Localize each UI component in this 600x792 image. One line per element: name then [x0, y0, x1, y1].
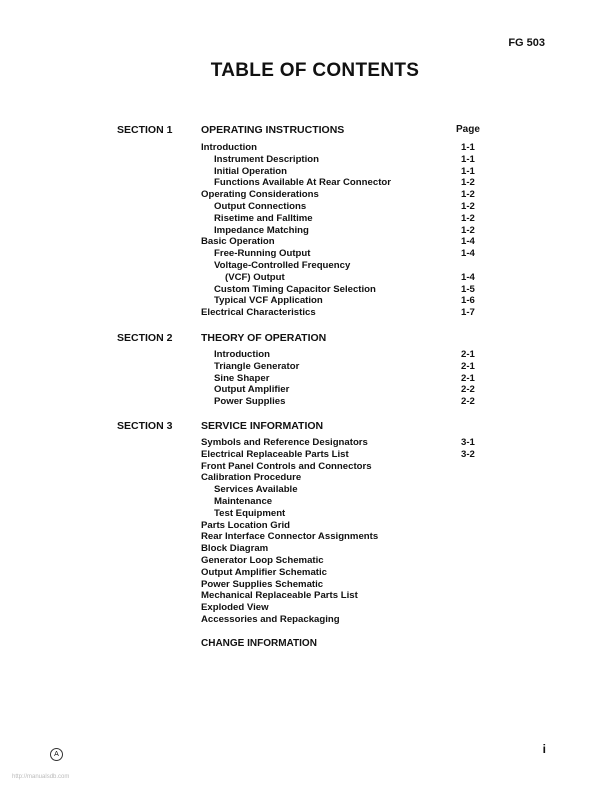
- toc-entry-page: 1-7: [461, 307, 475, 319]
- toc-entry-title: Risetime and Falltime: [214, 212, 313, 224]
- toc-entry-page: 2-1: [461, 360, 475, 372]
- toc-entry-page: 2-1: [461, 349, 475, 360]
- toc-entry: [201, 213, 487, 225]
- toc-entry-page: 1-2: [461, 189, 475, 201]
- toc-entry: [201, 579, 487, 591]
- toc-entry-title: Typical VCF Application: [214, 295, 323, 307]
- toc-entry: [201, 225, 487, 237]
- toc-entry-title: Output Connections: [214, 200, 307, 212]
- toc-entry-title: Power Supplies: [214, 396, 286, 408]
- toc-entry-title: Basic Operation: [201, 236, 275, 248]
- toc-entry-page: 1-6: [461, 295, 475, 307]
- toc-entry-title: Output Amplifier: [214, 384, 290, 396]
- toc-entry: [201, 307, 487, 319]
- toc-entry-title: Calibration Procedure: [201, 472, 302, 484]
- toc-entry: [201, 590, 487, 602]
- toc-entry: [201, 189, 487, 201]
- toc-entry-title: Exploded View: [201, 602, 269, 614]
- toc-entry-title: Block Diagram: [201, 543, 269, 555]
- toc-entry-page: 2-1: [461, 372, 475, 384]
- toc-entry-title: Symbols and Reference Designators: [201, 437, 368, 448]
- toc-entry: [201, 177, 487, 189]
- toc-entry-title: Power Supplies Schematic: [201, 578, 324, 590]
- toc-entry-page: 1-4: [461, 248, 475, 260]
- toc-entry: [201, 248, 487, 260]
- change-information-heading: CHANGE INFORMATION: [201, 638, 317, 649]
- toc-entry: [201, 154, 487, 166]
- toc-entry-title: (VCF) Output: [225, 271, 285, 283]
- toc-entry-title: Services Available: [214, 484, 298, 496]
- toc-entry-page: 1-2: [461, 200, 475, 212]
- toc-entry-title: Operating Considerations: [201, 189, 319, 201]
- watermark-url: http://manualsdb.com: [12, 774, 70, 780]
- toc-entry-title: Accessories and Repackaging: [201, 613, 340, 625]
- toc-entry-title: Parts Location Grid: [201, 519, 291, 531]
- toc-entry: [201, 349, 487, 361]
- page-number: i: [542, 742, 546, 756]
- toc-entry: [201, 236, 487, 248]
- toc-entry: [201, 166, 487, 178]
- toc-entry: [201, 543, 487, 555]
- toc-entry: [201, 373, 487, 385]
- toc-entry: [201, 484, 487, 496]
- toc-entry-page: 3-2: [461, 448, 475, 460]
- model-number: FG 503: [508, 37, 545, 49]
- toc-entry-page: 1-1: [461, 142, 475, 153]
- toc-entry: [201, 508, 487, 520]
- toc-entry-page: 1-1: [461, 165, 475, 177]
- toc-entry-page: 1-2: [461, 212, 475, 224]
- toc-entry: [201, 272, 487, 284]
- section-heading: THEORY OF OPERATION: [201, 332, 327, 344]
- section-entries: [201, 437, 487, 626]
- toc-entry-title: Test Equipment: [214, 507, 286, 519]
- toc-entry-title: Generator Loop Schematic: [201, 554, 324, 566]
- toc-entry-title: Sine Shaper: [214, 372, 270, 384]
- toc-entry: [201, 437, 487, 449]
- toc-entry-page: 1-4: [461, 271, 475, 283]
- toc-entry-title: Output Amplifier Schematic: [201, 566, 327, 578]
- section-heading: OPERATING INSTRUCTIONS: [201, 124, 345, 136]
- toc-entry: [201, 496, 487, 508]
- toc-entry: [201, 555, 487, 567]
- section-entries: [201, 142, 487, 319]
- section-entries: [201, 349, 487, 408]
- toc-entry-page: 1-2: [461, 224, 475, 236]
- toc-entry-title: Voltage-Controlled Frequency: [214, 259, 351, 271]
- toc-entry: [201, 449, 487, 461]
- toc-entry-page: 2-2: [461, 384, 475, 396]
- toc-entry-title: Impedance Matching: [214, 224, 309, 236]
- toc-entry-title: Electrical Replaceable Parts List: [201, 448, 349, 460]
- toc-entry: [201, 531, 487, 543]
- toc-entry: [201, 614, 487, 626]
- toc-entry: [201, 472, 487, 484]
- toc-entry-title: Triangle Generator: [214, 360, 300, 372]
- toc-entry: [201, 520, 487, 532]
- toc-entry-title: Mechanical Replaceable Parts List: [201, 590, 358, 602]
- toc-entry-page: 2-2: [461, 396, 475, 408]
- toc-entry: [201, 384, 487, 396]
- toc-entry-title: Free-Running Output: [214, 248, 311, 260]
- toc-entry: [201, 142, 487, 154]
- page-column-header: Page: [456, 124, 480, 135]
- toc-entry-page: 1-1: [461, 153, 475, 165]
- toc-entry: [201, 396, 487, 408]
- section-heading: SERVICE INFORMATION: [201, 420, 324, 432]
- toc-entry-title: Rear Interface Connector Assignments: [201, 531, 379, 543]
- section-label: SECTION 1: [117, 124, 173, 136]
- toc-entry: [201, 361, 487, 373]
- toc-entry-page: 1-2: [461, 177, 475, 189]
- section-label: SECTION 3: [117, 420, 173, 432]
- toc-entry-title: Introduction: [201, 142, 257, 153]
- toc-entry-title: Introduction: [214, 349, 270, 360]
- tektronix-logo-icon: A: [50, 748, 63, 761]
- toc-entry: [201, 284, 487, 296]
- toc-entry-title: Front Panel Controls and Connectors: [201, 460, 372, 472]
- page-title: TABLE OF CONTENTS: [210, 60, 420, 81]
- toc-entry: [201, 295, 487, 307]
- toc-entry: [201, 567, 487, 579]
- toc-entry-title: Instrument Description: [214, 153, 320, 165]
- toc-entry-title: Electrical Characteristics: [201, 307, 316, 319]
- section-label: SECTION 2: [117, 332, 173, 344]
- toc-entry-title: Custom Timing Capacitor Selection: [214, 283, 376, 295]
- toc-entry: [201, 461, 487, 473]
- toc-entry-title: Functions Available At Rear Connector: [214, 177, 391, 189]
- toc-entry-title: Initial Operation: [214, 165, 288, 177]
- toc-entry-page: 1-4: [461, 236, 475, 248]
- toc-entry: [201, 260, 487, 272]
- toc-entry-title: Maintenance: [214, 495, 273, 507]
- toc-entry-page: 1-5: [461, 283, 475, 295]
- toc-entry: [201, 201, 487, 213]
- toc-entry: [201, 602, 487, 614]
- toc-entry-page: 3-1: [461, 437, 475, 448]
